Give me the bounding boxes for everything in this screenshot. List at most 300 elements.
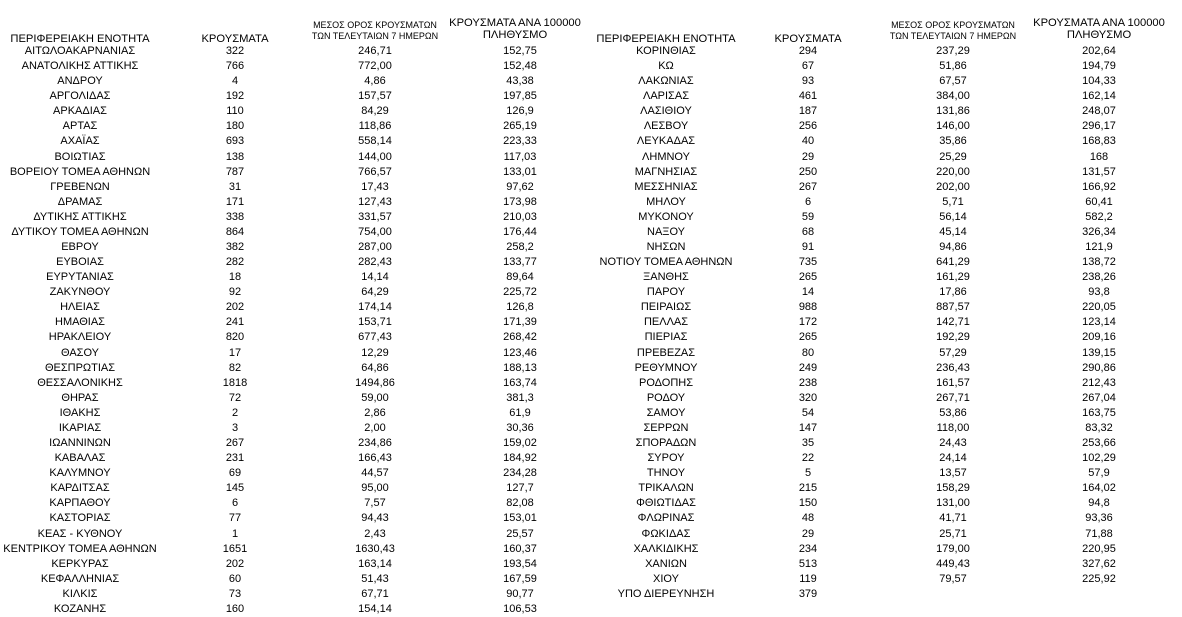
cell-region: ΠΕΙΡΑΙΩΣ	[640, 301, 692, 314]
cell-cases: 294	[798, 45, 818, 57]
cell-cases: 379	[798, 587, 818, 600]
cell-per-100000: 248,07	[1082, 105, 1116, 118]
table-row	[0, 391, 600, 406]
table-row	[596, 466, 1182, 481]
cell-region: ΚΙΛΚΙΣ	[62, 587, 98, 600]
cell-per-100000: 168,83	[1082, 135, 1116, 148]
table-row	[0, 542, 600, 557]
cell-per-100000: 225,92	[1082, 572, 1116, 585]
cell-per-100000: 94,8	[1088, 497, 1110, 510]
cell-region: ΣΕΡΡΩΝ	[643, 421, 689, 434]
table-row	[0, 74, 600, 89]
cell-per-100000: 234,28	[503, 467, 537, 480]
cell-region: ΕΒΡΟΥ	[61, 241, 99, 254]
cell-per-100000: 209,16	[1082, 331, 1116, 344]
cell-region: ΡΟΔΟΥ	[646, 391, 686, 404]
cell-avg-7-days: 282,43	[358, 256, 392, 269]
table-row	[0, 587, 600, 602]
cell-avg-7-days: 67,57	[939, 75, 967, 88]
cell-per-100000: 582,2	[1085, 210, 1113, 223]
cell-per-100000: 89,64	[506, 271, 534, 284]
cell-avg-7-days: 57,29	[939, 346, 967, 359]
header-avg-line1: ΜΕΣΟΣ ΟΡΟΣ ΚΡΟΥΣΜΑΤΩΝ	[313, 20, 437, 30]
header-avg-line2: ΤΩΝ ΤΕΛΕΥΤΑΙΩΝ 7 ΗΜΕΡΩΝ	[889, 31, 1017, 41]
table-row	[596, 44, 1182, 59]
cell-per-100000: 126,8	[506, 301, 534, 314]
cell-avg-7-days: 220,00	[936, 165, 970, 178]
cell-per-100000: 194,79	[1082, 60, 1116, 73]
cell-region: ΜΑΓΝΗΣΙΑΣ	[634, 165, 698, 178]
table-row	[596, 511, 1182, 526]
cell-region: ΧΑΛΚΙΔΙΚΗΣ	[633, 542, 699, 555]
cell-avg-7-days: 558,14	[358, 135, 392, 148]
table-row	[596, 557, 1182, 572]
table-row	[0, 255, 600, 270]
cell-avg-7-days: 153,71	[358, 316, 392, 329]
cell-region: ΔΡΑΜΑΣ	[57, 195, 103, 208]
header-avg-7-days	[878, 20, 1028, 42]
cell-cases: 69	[228, 467, 242, 480]
cell-cases: 1818	[222, 376, 248, 389]
cell-avg-7-days: 887,57	[936, 301, 970, 314]
cell-per-100000: 220,05	[1082, 301, 1116, 314]
cell-region: ΑΝΔΡΟΥ	[57, 75, 103, 88]
table-row	[0, 195, 600, 210]
table-row	[596, 406, 1182, 421]
header-cases: ΚΡΟΥΣΜΑΤΑ	[774, 33, 842, 45]
table-row	[596, 391, 1182, 406]
cell-per-100000: 327,62	[1082, 557, 1116, 570]
table-row	[596, 210, 1182, 225]
cell-cases: 202	[225, 557, 245, 570]
cell-per-100000: 83,32	[1085, 421, 1113, 434]
cell-cases: 4	[231, 75, 239, 88]
table-row	[0, 270, 600, 285]
cell-per-100000: 223,33	[503, 135, 537, 148]
cell-per-100000: 202,64	[1082, 45, 1116, 57]
cell-per-100000: 188,13	[503, 361, 537, 374]
cell-region: ΠΑΡΟΥ	[646, 286, 686, 299]
cell-per-100000: 153,01	[503, 512, 537, 525]
cell-avg-7-days: 12,29	[361, 346, 389, 359]
table-row	[0, 346, 600, 361]
cell-cases: 80	[801, 346, 815, 359]
table-row	[0, 496, 600, 511]
cell-per-100000: 139,15	[1082, 346, 1116, 359]
cell-cases: 1651	[222, 542, 248, 555]
cell-avg-7-days: 267,71	[936, 391, 970, 404]
cell-cases: 147	[798, 421, 818, 434]
cell-avg-7-days: 67,71	[361, 587, 389, 600]
table-row	[0, 511, 600, 526]
cell-per-100000: 25,57	[506, 527, 534, 540]
table-row	[0, 240, 600, 255]
cell-per-100000: 253,66	[1082, 437, 1116, 450]
header-per-line2: ΠΛΗΘΥΣΜΟ	[482, 29, 548, 41]
table-row	[596, 119, 1182, 134]
cell-region: ΚΑΡΔΙΤΣΑΣ	[50, 482, 110, 495]
cell-avg-7-days: 641,29	[936, 256, 970, 269]
table-row	[0, 210, 600, 225]
cell-region: ΚΟΖΑΝΗΣ	[53, 602, 107, 615]
cell-region: ΑΡΤΑΣ	[62, 120, 98, 133]
cell-cases: 513	[798, 557, 818, 570]
left-rows	[0, 44, 600, 617]
cell-per-100000: 163,75	[1082, 406, 1116, 419]
cell-per-100000: 173,98	[503, 195, 537, 208]
cell-per-100000: 193,54	[503, 557, 537, 570]
cell-avg-7-days: 234,86	[358, 437, 392, 450]
cell-avg-7-days: 131,86	[936, 105, 970, 118]
table-row	[596, 436, 1182, 451]
table-row	[0, 466, 600, 481]
cell-cases: 6	[804, 195, 812, 208]
right-rows	[596, 44, 1182, 602]
table-row	[0, 44, 600, 59]
cell-avg-7-days: 142,71	[936, 316, 970, 329]
cell-per-100000: 71,88	[1085, 527, 1113, 540]
cell-per-100000: 82,08	[506, 497, 534, 510]
cell-per-100000: 220,95	[1082, 542, 1116, 555]
cell-per-100000: 168	[1089, 150, 1109, 163]
cell-cases: 91	[801, 241, 815, 254]
table-row	[0, 557, 600, 572]
cell-avg-7-days: 2,00	[364, 421, 386, 434]
cell-per-100000: 267,04	[1082, 391, 1116, 404]
cell-per-100000: 197,85	[503, 90, 537, 103]
table-row	[0, 134, 600, 149]
cell-region: ΘΕΣΣΑΛΟΝΙΚΗΣ	[37, 376, 123, 389]
cell-region: ΛΑΚΩΝΙΑΣ	[638, 75, 694, 88]
table-row	[0, 481, 600, 496]
cell-avg-7-days: 41,71	[939, 512, 967, 525]
table-row	[596, 240, 1182, 255]
table-row	[596, 285, 1182, 300]
cell-cases: 265	[798, 331, 818, 344]
cell-cases: 119	[799, 572, 817, 585]
cell-region: ΒΟΙΩΤΙΑΣ	[54, 150, 106, 163]
table-row	[596, 225, 1182, 240]
table-row	[596, 74, 1182, 89]
cell-cases: 787	[225, 165, 245, 178]
table-row	[596, 300, 1182, 315]
cell-avg-7-days: 35,86	[939, 135, 967, 148]
table-row	[596, 542, 1182, 557]
cell-cases: 180	[225, 120, 245, 133]
header-region: ΠΕΡΙΦΕΡΕΙΑΚΗ ΕΝΟΤΗΤΑ	[10, 33, 150, 45]
cell-avg-7-days: 163,14	[358, 557, 392, 570]
cell-cases: 48	[801, 512, 815, 525]
cell-region: ΑΡΚΑΔΙΑΣ	[53, 105, 107, 118]
cell-per-100000: 60,41	[1085, 195, 1113, 208]
table-row	[0, 315, 600, 330]
cell-region: ΚΑΛΥΜΝΟΥ	[49, 467, 111, 480]
cell-region: ΔΥΤΙΚΟΥ ΤΟΜΕΑ ΑΘΗΝΩΝ	[11, 225, 149, 238]
cell-cases: 22	[801, 452, 815, 465]
cell-cases: 14	[801, 286, 815, 299]
cell-per-100000: 133,01	[503, 165, 537, 178]
cell-avg-7-days: 64,29	[361, 286, 389, 299]
cell-per-100000: 126,9	[506, 105, 534, 118]
cell-avg-7-days: 56,14	[939, 210, 967, 223]
cell-per-100000: 123,46	[503, 346, 537, 359]
cell-per-100000: 90,77	[506, 587, 534, 600]
cell-per-100000: 104,33	[1082, 75, 1116, 88]
table-row	[596, 330, 1182, 345]
cell-region: ΙΘΑΚΗΣ	[59, 406, 101, 419]
cell-avg-7-days: 236,43	[936, 361, 970, 374]
header-per-100000	[1024, 17, 1174, 41]
cell-cases: 160	[225, 602, 245, 615]
cell-per-100000: 268,42	[503, 331, 537, 344]
cell-cases: 282	[225, 256, 245, 269]
cell-cases: 40	[801, 135, 815, 148]
cell-cases: 215	[798, 482, 818, 495]
cell-per-100000: 164,02	[1082, 482, 1116, 495]
cell-avg-7-days: 95,00	[361, 482, 389, 495]
header-per-100000	[440, 17, 590, 41]
cell-avg-7-days: 45,14	[939, 225, 967, 238]
cell-region: ΡΕΘΥΜΝΟΥ	[634, 361, 698, 374]
cell-per-100000: 210,03	[503, 210, 537, 223]
cell-cases: 766	[225, 60, 245, 73]
cell-region: ΔΥΤΙΚΗΣ ΑΤΤΙΚΗΣ	[33, 210, 127, 223]
cell-per-100000: 326,34	[1082, 225, 1116, 238]
cell-avg-7-days: 157,57	[358, 90, 392, 103]
cell-region: ΗΛΕΙΑΣ	[60, 301, 100, 314]
cell-per-100000: 166,92	[1082, 180, 1116, 193]
cell-cases: 461	[798, 90, 818, 103]
cell-per-100000: 57,9	[1088, 467, 1110, 480]
cell-avg-7-days: 1630,43	[355, 542, 395, 555]
cell-avg-7-days: 51,86	[939, 60, 967, 73]
cell-per-100000: 238,26	[1082, 271, 1116, 284]
header-per-line1: ΚΡΟΥΣΜΑΤΑ ΑΝΑ 100000	[1033, 17, 1165, 29]
cell-cases: 68	[801, 225, 815, 238]
cell-region: ΦΘΙΩΤΙΔΑΣ	[636, 497, 696, 510]
cell-cases: 187	[798, 105, 818, 118]
cell-cases: 17	[228, 346, 242, 359]
cell-cases: 267	[798, 180, 818, 193]
table-row	[0, 376, 600, 391]
cell-region: ΛΑΣΙΘΙΟΥ	[640, 105, 692, 118]
table-row	[596, 361, 1182, 376]
table-row	[596, 270, 1182, 285]
cell-per-100000: 102,29	[1082, 452, 1116, 465]
cell-per-100000: 163,74	[503, 376, 537, 389]
cell-per-100000: 184,92	[503, 452, 537, 465]
cell-region: ΝΑΞΟΥ	[647, 225, 685, 238]
cell-avg-7-days: 754,00	[358, 225, 392, 238]
cell-cases: 202	[225, 301, 245, 314]
cell-region: ΞΑΝΘΗΣ	[643, 271, 689, 284]
cell-region: ΠΡΕΒΕΖΑΣ	[636, 346, 696, 359]
table-row	[0, 119, 600, 134]
cell-cases: 231	[225, 452, 245, 465]
cell-cases: 192	[225, 90, 245, 103]
table-row	[596, 481, 1182, 496]
cell-region: ΛΗΜΝΟΥ	[642, 150, 690, 163]
cell-region: ΚΩ	[658, 60, 674, 73]
cell-avg-7-days: 144,00	[358, 150, 392, 163]
cell-avg-7-days: 772,00	[358, 60, 392, 73]
cell-avg-7-days: 25,29	[939, 150, 967, 163]
table-row	[0, 165, 600, 180]
cell-cases: 145	[225, 482, 245, 495]
cell-region: ΜΗΛΟΥ	[646, 195, 686, 208]
cell-avg-7-days: 1494,86	[355, 376, 395, 389]
cell-per-100000: 61,9	[509, 406, 531, 419]
cell-region: ΛΕΥΚΑΔΑΣ	[636, 135, 696, 148]
cell-cases: 77	[228, 512, 242, 525]
table-row	[0, 421, 600, 436]
cell-per-100000: 160,37	[503, 542, 537, 555]
cell-avg-7-days: 25,71	[939, 527, 967, 540]
cell-region: ΣΥΡΟΥ	[647, 452, 685, 465]
cell-avg-7-days: 2,43	[364, 527, 386, 540]
cell-cases: 735	[798, 256, 818, 269]
cell-region: ΝΗΣΩΝ	[646, 241, 686, 254]
cell-cases: 988	[798, 301, 818, 314]
cell-per-100000: 159,02	[503, 437, 537, 450]
table-row	[596, 59, 1182, 74]
cell-region: ΣΑΜΟΥ	[646, 406, 686, 419]
table-row	[0, 451, 600, 466]
cell-avg-7-days: 94,43	[361, 512, 389, 525]
table-row	[0, 361, 600, 376]
cell-avg-7-days: 331,57	[358, 210, 392, 223]
cell-avg-7-days: 84,29	[361, 105, 389, 118]
header-avg-line1: ΜΕΣΟΣ ΟΡΟΣ ΚΡΟΥΣΜΑΤΩΝ	[891, 20, 1015, 30]
cell-per-100000: 258,2	[506, 241, 534, 254]
table-row	[596, 150, 1182, 165]
cell-avg-7-days: 384,00	[936, 90, 970, 103]
cell-per-100000: 138,72	[1082, 256, 1116, 269]
cell-cases: 31	[228, 180, 242, 193]
cell-cases: 338	[225, 210, 245, 223]
cell-avg-7-days: 287,00	[358, 241, 392, 254]
cell-cases: 110	[226, 105, 244, 118]
cell-region: ΒΟΡΕΙΟΥ ΤΟΜΕΑ ΑΘΗΝΩΝ	[9, 165, 151, 178]
cell-avg-7-days: 161,57	[936, 376, 970, 389]
cell-avg-7-days: 5,71	[942, 195, 964, 208]
cell-region: ΝΟΤΙΟΥ ΤΟΜΕΑ ΑΘΗΝΩΝ	[599, 256, 733, 269]
cell-region: ΚΕΑΣ - ΚΥΘΝΟΥ	[37, 527, 123, 540]
cell-per-100000: 152,75	[503, 45, 537, 57]
table-row	[596, 89, 1182, 104]
cell-cases: 59	[801, 210, 815, 223]
cell-per-100000: 133,77	[503, 256, 537, 269]
cell-avg-7-days: 94,86	[939, 241, 967, 254]
cell-per-100000: 171,39	[503, 316, 537, 329]
table-row	[0, 104, 600, 119]
cell-per-100000: 117,03	[503, 150, 537, 163]
cell-region: ΑΡΓΟΛΙΔΑΣ	[49, 90, 111, 103]
cell-region: ΗΡΑΚΛΕΙΟΥ	[48, 331, 112, 344]
cell-region: ΣΠΟΡΑΔΩΝ	[635, 437, 697, 450]
cell-avg-7-days: 118,86	[358, 120, 392, 133]
header-avg-7-days	[300, 20, 450, 42]
cell-cases: 2	[231, 406, 239, 419]
cell-avg-7-days: 2,86	[364, 406, 386, 419]
table-row	[596, 421, 1182, 436]
table-row	[0, 527, 600, 542]
cell-per-100000: 381,3	[506, 391, 534, 404]
cell-per-100000: 121,9	[1085, 241, 1113, 254]
cell-avg-7-days: 677,43	[358, 331, 392, 344]
cell-region: ΧΙΟΥ	[653, 572, 679, 585]
header-per-line2: ΠΛΗΘΥΣΜΟ	[1066, 29, 1132, 41]
cell-avg-7-days: 17,43	[361, 180, 389, 193]
cell-avg-7-days: 51,43	[361, 572, 389, 585]
cell-region: ΥΠΟ ΔΙΕΡΕΥΝΗΣΗ	[617, 587, 715, 600]
cell-region: ΕΥΡΥΤΑΝΙΑΣ	[46, 271, 114, 284]
header-per-line1: ΚΡΟΥΣΜΑΤΑ ΑΝΑ 100000	[449, 17, 581, 29]
cell-cases: 241	[225, 316, 245, 329]
cell-per-100000: 106,53	[503, 602, 537, 615]
table-row	[0, 89, 600, 104]
cell-cases: 82	[228, 361, 242, 374]
cell-avg-7-days: 24,14	[939, 452, 967, 465]
cell-region: ΕΥΒΟΙΑΣ	[56, 256, 104, 269]
cell-cases: 238	[798, 376, 818, 389]
cell-region: ΚΑΣΤΟΡΙΑΣ	[49, 512, 111, 525]
table-row	[0, 602, 600, 617]
cell-per-100000: 152,48	[503, 60, 537, 73]
cell-per-100000: 265,19	[503, 120, 537, 133]
cell-cases: 382	[225, 241, 245, 254]
header-cases: ΚΡΟΥΣΜΑΤΑ	[201, 33, 269, 45]
cell-avg-7-days: 4,86	[364, 75, 386, 88]
cell-cases: 92	[228, 286, 242, 299]
cell-per-100000: 93,36	[1085, 512, 1113, 525]
cell-region: ΛΕΣΒΟΥ	[643, 120, 689, 133]
cell-region: ΛΑΡΙΣΑΣ	[642, 90, 689, 103]
table-row	[596, 496, 1182, 511]
table-row	[0, 225, 600, 240]
cell-region: ΜΕΣΣΗΝΙΑΣ	[634, 180, 698, 193]
cell-region: ΙΩΑΝΝΙΝΩΝ	[49, 437, 111, 450]
cell-cases: 29	[801, 527, 815, 540]
cell-avg-7-days: 192,29	[936, 331, 970, 344]
table-row	[596, 451, 1182, 466]
cell-per-100000: 97,62	[506, 180, 534, 193]
cell-cases: 267	[225, 437, 245, 450]
cell-region: ΚΕΦΑΛΛΗΝΙΑΣ	[40, 572, 120, 585]
cell-cases: 320	[798, 391, 818, 404]
table-row	[596, 195, 1182, 210]
cell-avg-7-days: 127,43	[358, 195, 392, 208]
cell-cases: 864	[225, 225, 245, 238]
cell-region: ΘΗΡΑΣ	[61, 391, 99, 404]
cell-cases: 138	[225, 150, 245, 163]
cell-region: ΙΚΑΡΙΑΣ	[58, 421, 102, 434]
cell-per-100000: 167,59	[503, 572, 537, 585]
right-table	[596, 0, 1182, 617]
cell-cases: 6	[231, 497, 239, 510]
table-row	[0, 300, 600, 315]
cell-region: ΜΥΚΟΝΟΥ	[638, 210, 694, 223]
cell-cases: 29	[801, 150, 815, 163]
cell-region: ΡΟΔΟΠΗΣ	[638, 376, 694, 389]
cell-region: ΦΩΚΙΔΑΣ	[641, 527, 691, 540]
cell-avg-7-days: 13,57	[939, 467, 967, 480]
cell-avg-7-days: 17,86	[939, 286, 967, 299]
cell-avg-7-days: 7,57	[364, 497, 386, 510]
table-row	[596, 104, 1182, 119]
cell-avg-7-days: 166,43	[358, 452, 392, 465]
cell-cases: 256	[798, 120, 818, 133]
